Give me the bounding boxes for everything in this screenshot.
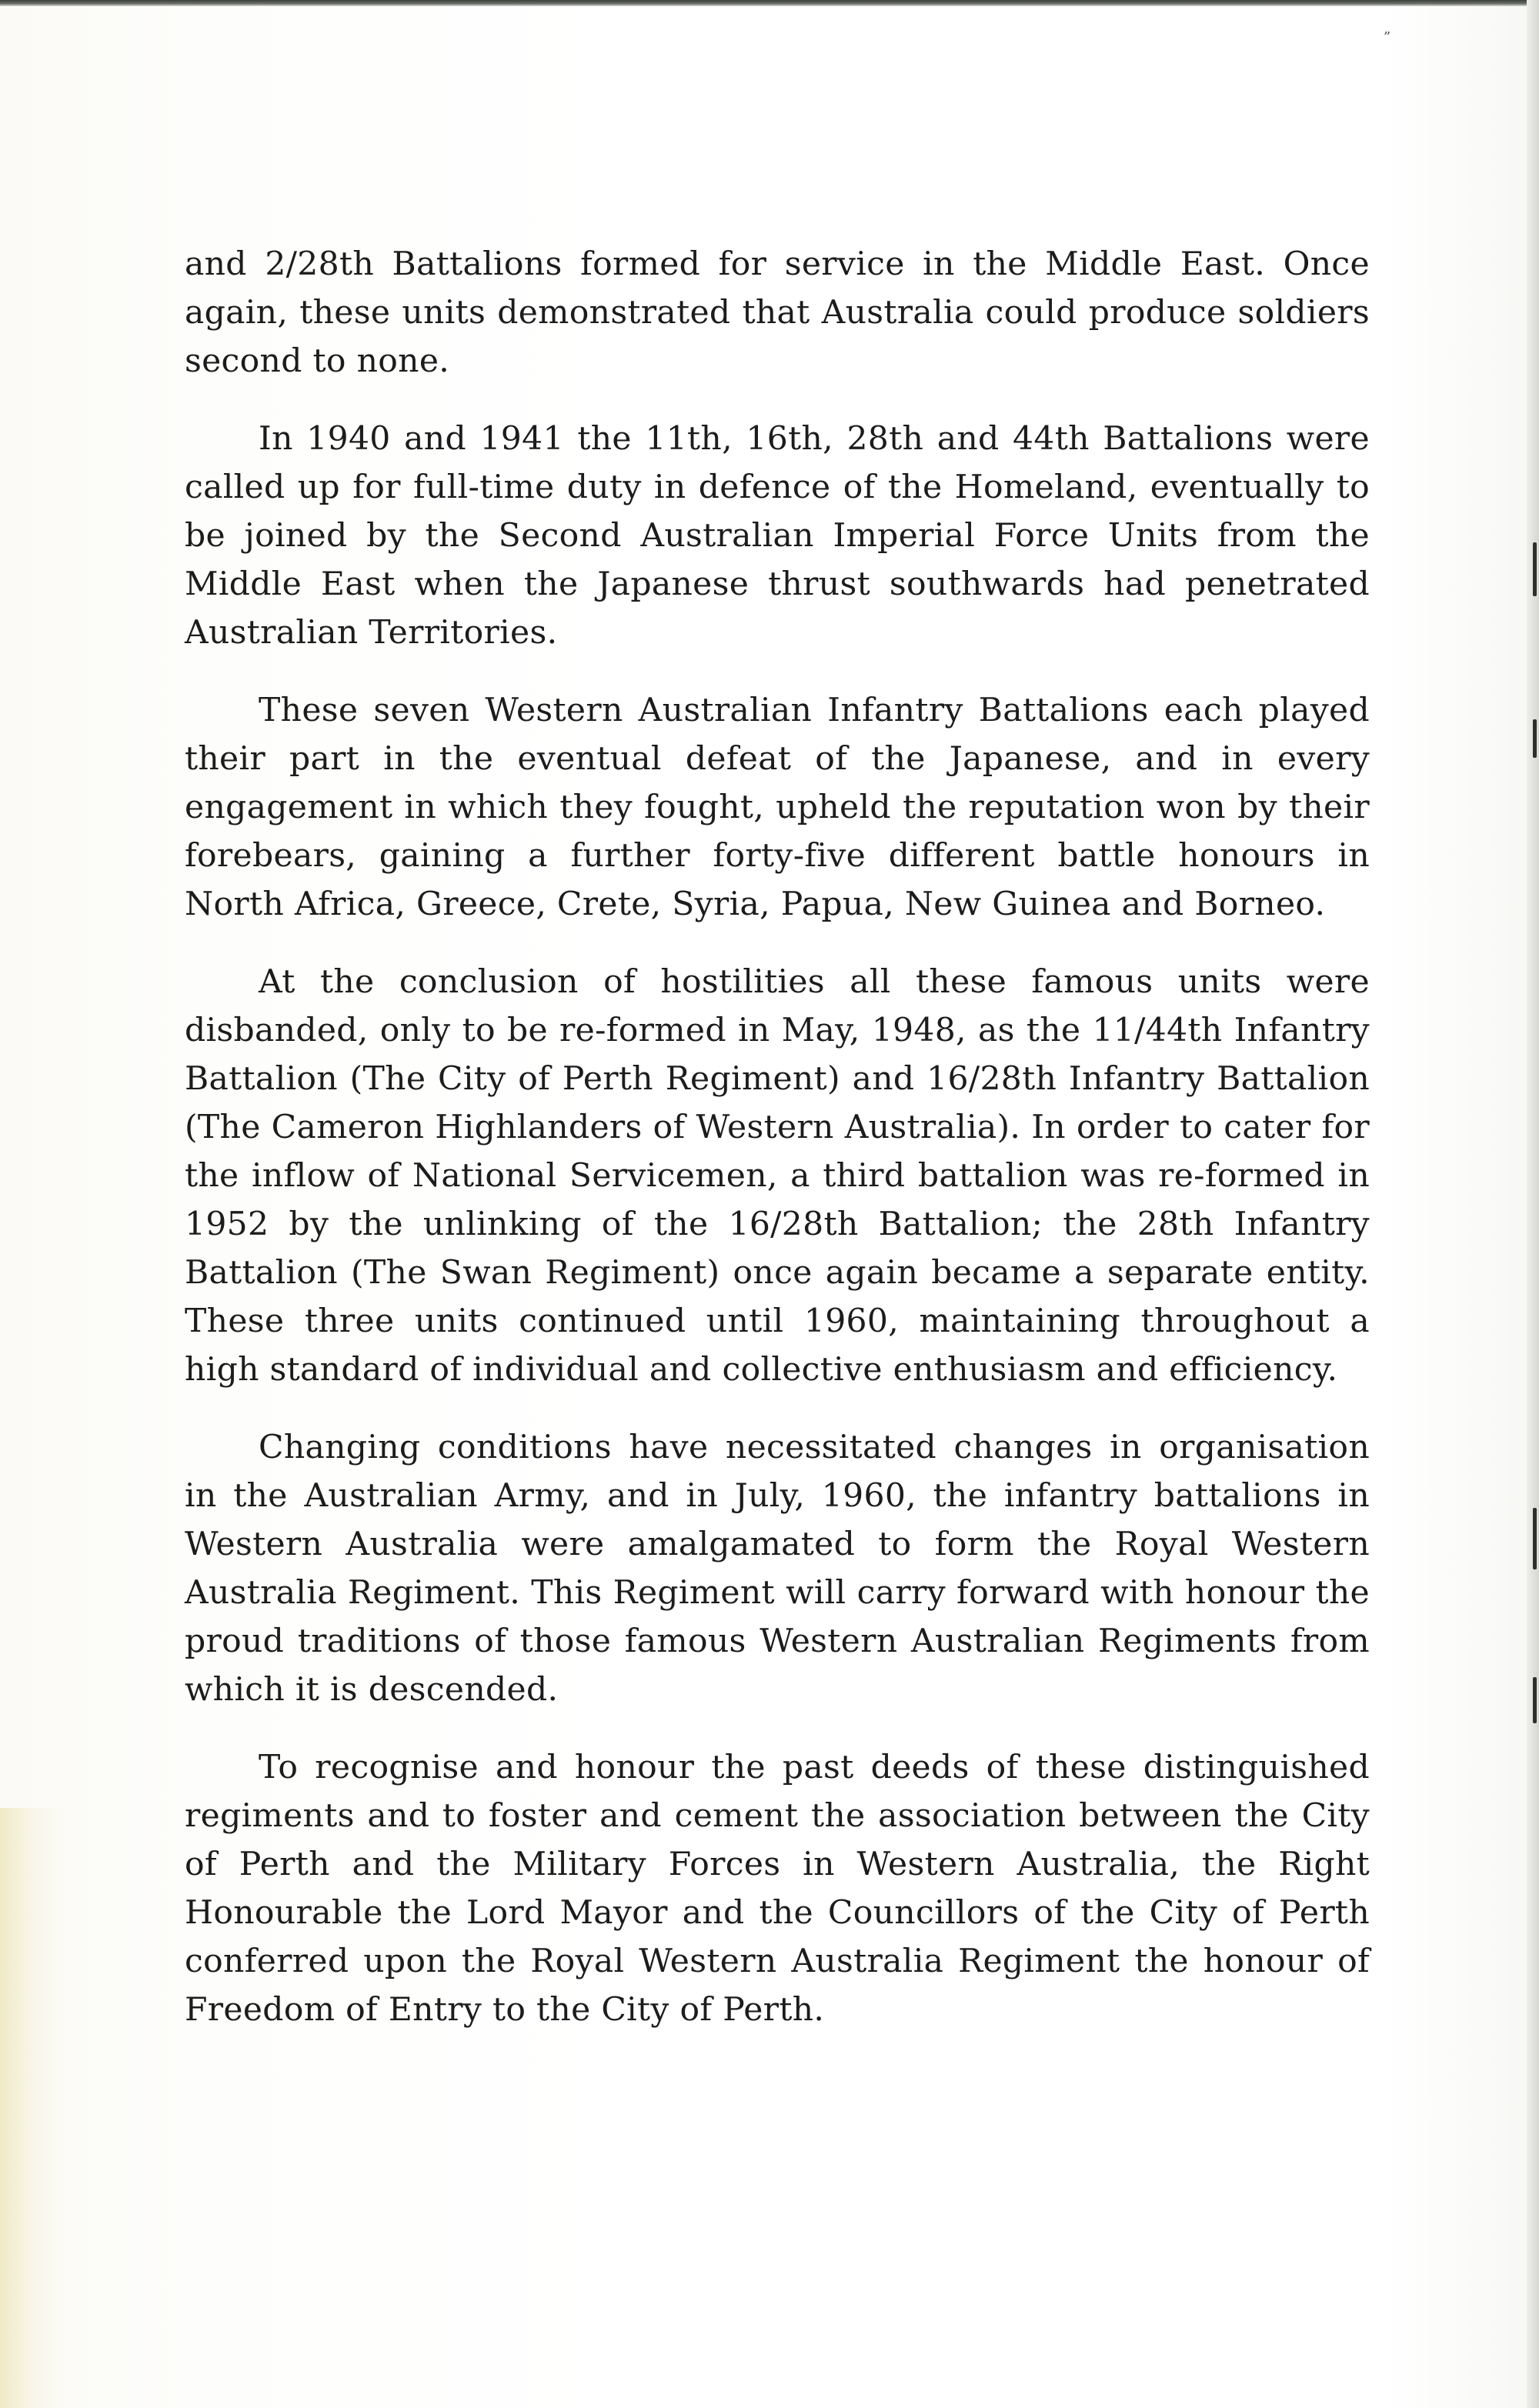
paragraph-battle-honours: These seven Western Australian Infantry Battalions each played their part in the eventual defeat of the Japanese, and in every engagement in which they fought, upheld the reputation won by their forebears, gaining a further forty-five different battle honours in North Africa, Greece, Crete, Syria, Papua, New Guinea and Borneo. <box>185 692 1370 923</box>
edge-mark <box>1533 542 1537 596</box>
edge-mark <box>1533 719 1537 758</box>
corner-mark: ” <box>1384 29 1391 45</box>
paragraph-post-war-units: At the conclusion of hostilities all these famous units were disbanded, only to be re-formed in May, 1948, as the 11/44th Infantry Battalion (The City of Perth Regiment) and 16/28th Infantry Battalion (The Cameron Highlanders of Western Australia). In order to cater for the inflow of National Servicemen, a third battalion was re-formed in 1952 by the unlinking of the 16/28th Battalion; the 28th Infantry Battalion (The Swan Regiment) once again became a separate entity. These three units continued until 1960, maintaining throughout a high standard of individual and collective enthusiasm and efficiency. <box>185 963 1370 1389</box>
edge-mark <box>1533 1677 1537 1723</box>
body-text <box>185 240 1370 2034</box>
paper-stain <box>0 1808 69 2408</box>
page-top-edge <box>0 0 1539 6</box>
paragraph-continuation: and 2/28th Battalions formed for service in the Middle East. Once again, these units demonstrated that Australia could produce soldiers second to none. <box>185 245 1370 380</box>
paragraph-amalgamation: Changing conditions have necessitated changes in organisation in the Australian Army, and in July, 1960, the infantry battalions in Western Australia were amalgamated to form the Royal Western Australia Regiment. This Regiment will carry forward with honour the proud traditions of those famous Western Australian Regiments from which it is descended. <box>185 1429 1370 1709</box>
edge-mark <box>1533 1508 1537 1569</box>
paragraph-freedom-of-entry: To recognise and honour the past deeds of these distinguished regiments and to foster and cement the association between the City of Perth and the Military Forces in Western Australia, the Right Honourable the Lord Mayor and the Councillors of the City of Perth conferred upon the Royal Western Australia Regiment the honour of Freedom of Entry to the City of Perth. <box>185 1749 1370 2029</box>
page-right-edge <box>1527 0 1539 2408</box>
paragraph-homeland-defence: In 1940 and 1941 the 11th, 16th, 28th and 44th Battalions were called up for full-time duty in defence of the Homeland, eventually to be joined by the Second Australian Imperial Force Units from the Middle East when the Japanese thrust southwards had penetrated Australian Territories. <box>185 420 1370 652</box>
